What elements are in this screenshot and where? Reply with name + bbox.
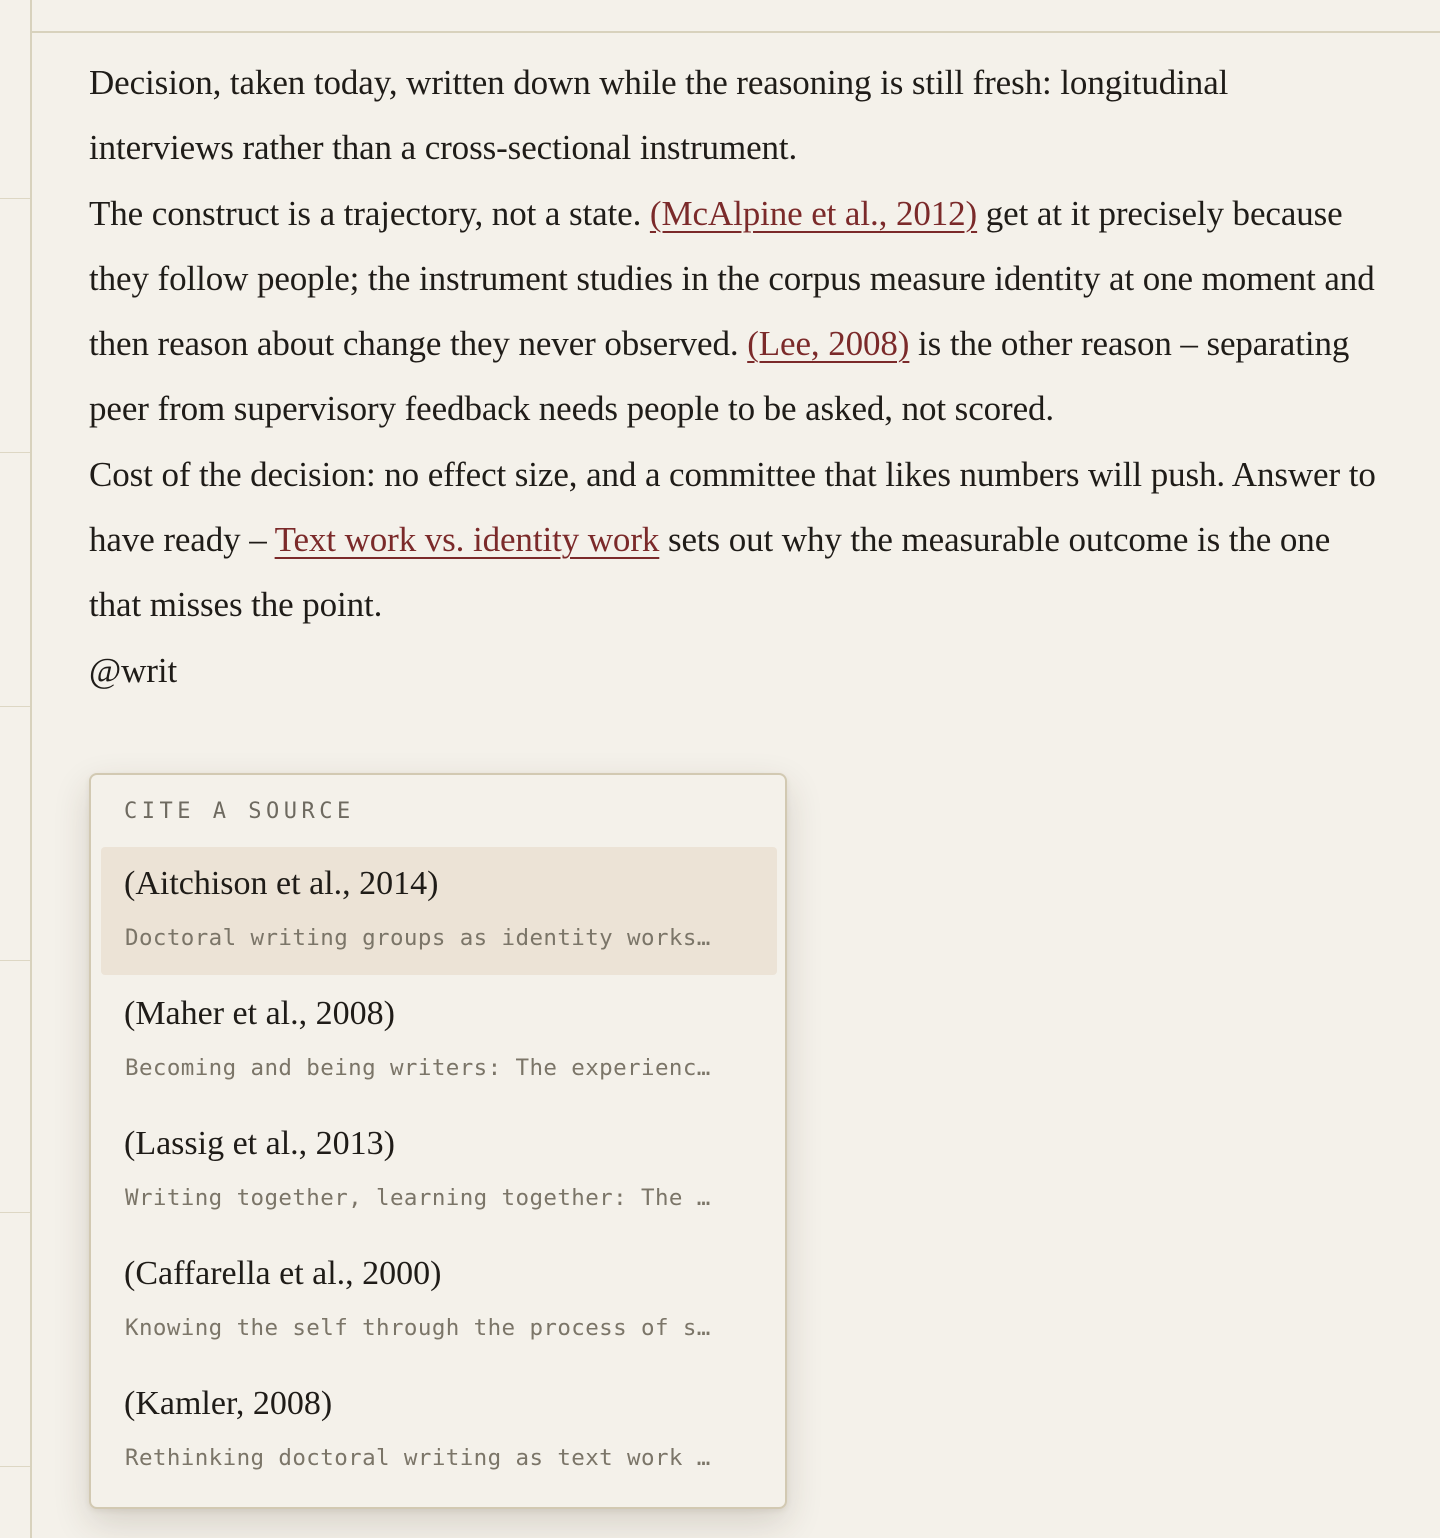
- cite-option-citation: (Aitchison et al., 2014): [124, 865, 439, 902]
- cite-option-title: Becoming and being writers: The experienc…: [125, 1055, 711, 1081]
- note-editor[interactable]: [89, 50, 1379, 703]
- cite-option-citation: (Maher et al., 2008): [124, 995, 395, 1032]
- cite-source-popup: [89, 773, 787, 1509]
- cite-option-title: Writing together, learning together: The …: [125, 1185, 711, 1211]
- gutter-line-marker: [0, 706, 30, 707]
- gutter-line-marker: [0, 452, 30, 453]
- paragraph-text: Cost of the decision: no effect size, and a committee that likes numbers will push. Answer to have ready –: [89, 454, 1376, 560]
- cite-option-aitchison[interactable]: [101, 847, 777, 975]
- cite-option-maher[interactable]: [101, 977, 777, 1105]
- cite-option-title: Knowing the self through the process of s…: [125, 1315, 711, 1341]
- left-gutter: [0, 0, 32, 1538]
- cite-option-citation: (Kamler, 2008): [124, 1385, 333, 1422]
- paragraph-construct[interactable]: [89, 181, 1379, 442]
- paragraph-text: sets out why the measurable outcome is the one that misses the point.: [89, 520, 1331, 625]
- citation-link-mcalpine[interactable]: (McAlpine et al., 2012): [649, 193, 978, 233]
- gutter-line-marker: [0, 1466, 30, 1467]
- gutter-line-marker: [0, 960, 30, 961]
- cite-option-citation: (Lassig et al., 2013): [124, 1125, 395, 1162]
- cite-option-citation: (Caffarella et al., 2000): [124, 1255, 442, 1292]
- paragraph-decision[interactable]: Decision, taken today, written down while the reasoning is still fresh: longitudinal interviews rather than a cross-sectional instrument.: [89, 63, 1229, 168]
- paragraph-text: is the other reason – separating peer from supervisory feedback needs people to be asked, not scored.: [89, 324, 1350, 429]
- gutter-line-marker: [0, 1212, 30, 1213]
- paragraph-text: get at it precisely because they follow people; the instrument studies in the corpus measure identity at one moment and then reason about change they never observed.: [89, 193, 1375, 364]
- paragraph-cost[interactable]: [89, 442, 1379, 638]
- cite-option-kamler[interactable]: [101, 1367, 777, 1495]
- paragraph-text: The construct is a trajectory, not a state.: [89, 193, 650, 233]
- top-divider: [32, 31, 1440, 33]
- cite-option-lassig[interactable]: [101, 1107, 777, 1235]
- cite-option-title: Doctoral writing groups as identity works…: [125, 925, 711, 951]
- cite-option-caffarella[interactable]: [101, 1237, 777, 1365]
- mention-input-line[interactable]: @writ: [89, 650, 178, 690]
- cite-option-title: Rethinking doctoral writing as text work …: [125, 1445, 711, 1471]
- popup-header: CITE A SOURCE: [124, 799, 355, 824]
- citation-link-lee[interactable]: (Lee, 2008): [747, 324, 910, 364]
- note-link-text-work[interactable]: Text work vs. identity work: [274, 520, 660, 560]
- gutter-line-marker: [0, 198, 30, 199]
